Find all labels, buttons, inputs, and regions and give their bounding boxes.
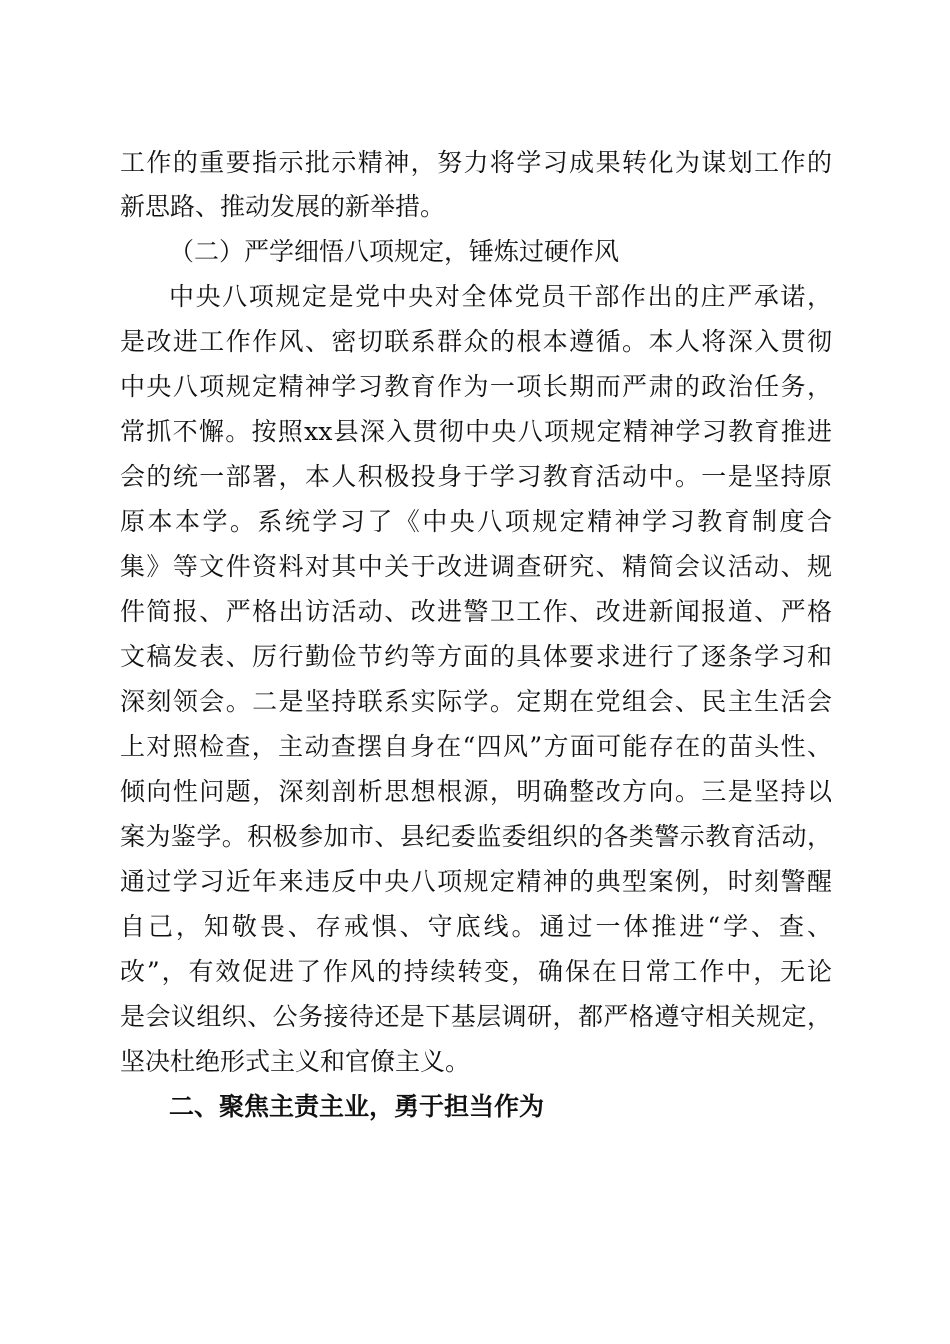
intro-line-1: 工作的重要指示批示精神，努力将学习成果转化为谋划工作的 [120, 148, 832, 177]
intro-line-2: 新思路、推动发展的新举措。 [120, 192, 446, 221]
paragraph-line-5: 会的统一部署，本人积极投身于学习教育活动中。一是坚持原 [120, 462, 832, 491]
subsection-title: （二）严学细悟八项规定，锤炼过硬作风 [169, 237, 620, 266]
paragraph-line-8: 件简报、严格出访活动、改进警卫工作、改进新闻报道、严格 [120, 597, 832, 626]
paragraph-line-12: 倾向性问题，深刻剖析思想根源，明确整改方向。三是坚持以 [120, 777, 832, 806]
paragraph-line-11: 上对照检查，主动查摆自身在“四风”方面可能存在的苗头性、 [120, 732, 832, 761]
paragraph-line-13: 案为鉴学。积极参加市、县纪委监委组织的各类警示教育活动， [120, 822, 832, 851]
paragraph-line-14: 通过学习近年来违反中央八项规定精神的典型案例，时刻警醒 [120, 867, 832, 896]
paragraph-line-16: 改”，有效促进了作风的持续转变，确保在日常工作中，无论 [120, 957, 832, 986]
paragraph-line-1: 中央八项规定是党中央对全体党员干部作出的庄严承诺， [169, 282, 832, 311]
paragraph-line-15: 自己，知敬畏、存戒惧、守底线。通过一体推进“学、查、 [120, 912, 832, 941]
paragraph-line-2: 是改进工作作风、密切联系群众的根本遵循。本人将深入贯彻 [120, 327, 832, 356]
paragraph-line-4: 常抓不懈。按照xx县深入贯彻中央八项规定精神学习教育推进 [120, 417, 832, 446]
paragraph-line-17: 是会议组织、公务接待还是下基层调研，都严格遵守相关规定， [120, 1002, 832, 1031]
paragraph-line-7: 集》等文件资料对其中关于改进调查研究、精简会议活动、规 [120, 552, 832, 581]
section-heading: 二、聚焦主责主业，勇于担当作为 [169, 1092, 545, 1121]
paragraph-line-10: 深刻领会。二是坚持联系实际学。定期在党组会、民主生活会 [120, 687, 832, 716]
paragraph-line-3: 中央八项规定精神学习教育作为一项长期而严肃的政治任务， [120, 372, 832, 401]
paragraph-line-9: 文稿发表、厉行勤俭节约等方面的具体要求进行了逐条学习和 [120, 642, 832, 671]
paragraph-line-6: 原本本学。系统学习了《中央八项规定精神学习教育制度合 [120, 507, 832, 536]
paragraph-line-18: 坚决杜绝形式主义和官僚主义。 [120, 1047, 471, 1076]
